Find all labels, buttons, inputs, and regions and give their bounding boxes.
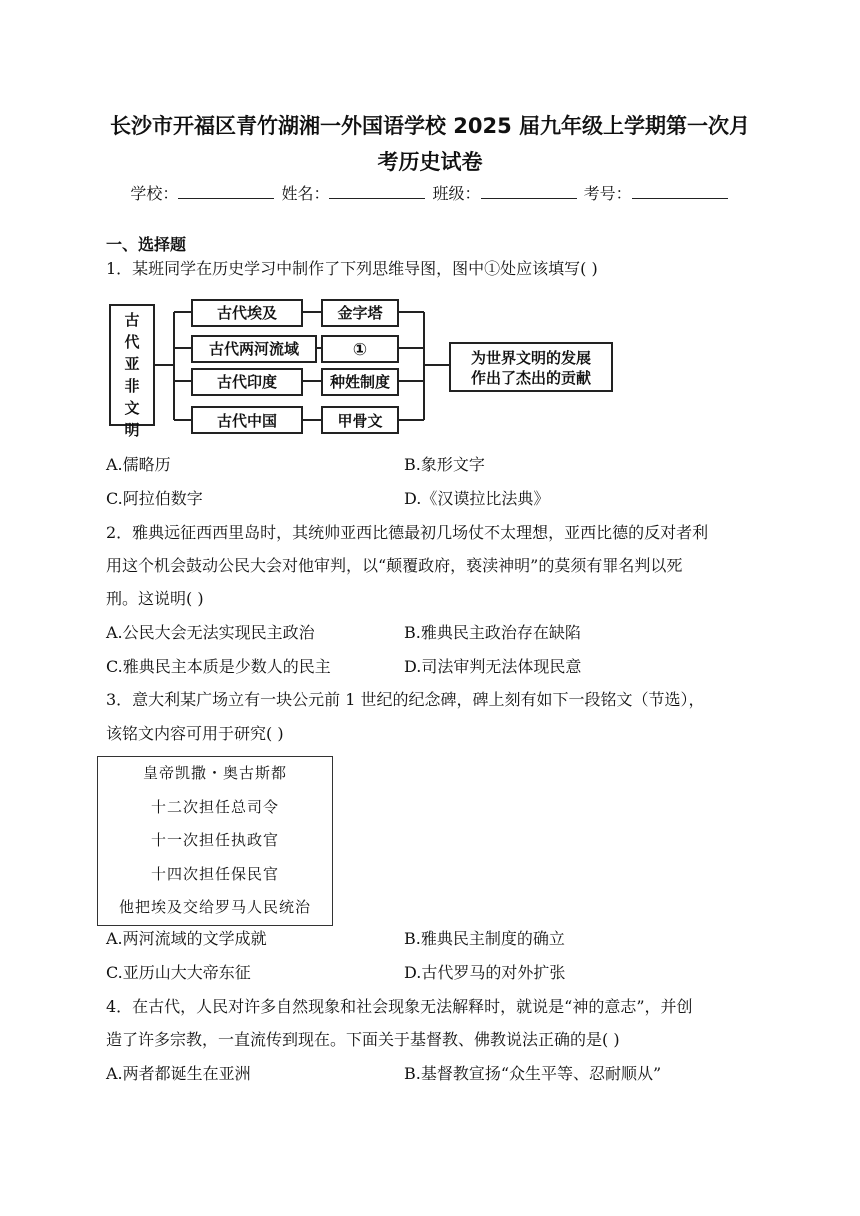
root-char-2: 代	[124, 333, 140, 351]
q2-option-a[interactable]: A.公民大会无法实现民主政治	[106, 623, 315, 642]
q3-option-c[interactable]: C.亚历山大大帝东征	[106, 963, 251, 982]
question-2-stem-1: 2．雅典远征西西里岛时，其统帅亚西比德最初几场仗不太理想，亚西比德的反对者利	[106, 523, 709, 542]
q4-option-a[interactable]: A.两者都诞生在亚洲	[106, 1064, 251, 1083]
inscription-line-2: 十二次担任总司令	[150, 797, 279, 816]
mind-map-ach-pyramid: 金字塔	[337, 304, 383, 322]
question-3-stem-1: 3．意大利某广场立有一块公元前 1 世纪的纪念碑，碑上刻有如下一段铭文（节选），	[106, 690, 705, 709]
q2-option-b[interactable]: B.雅典民主政治存在缺陷	[404, 623, 581, 642]
question-4-stem-1: 4．在古代，人民对许多自然现象和社会现象无法解释时，就说是“神的意志”，并创	[106, 997, 693, 1016]
mind-map-civ-india: 古代印度	[216, 373, 278, 391]
title-line-2: 考历史试卷	[377, 150, 483, 174]
q1-option-b[interactable]: B.象形文字	[404, 455, 485, 474]
name-blank[interactable]	[329, 182, 425, 199]
inscription-box	[97, 756, 333, 926]
q3-option-a[interactable]: A.两河流域的文学成就	[106, 929, 267, 948]
question-3-stem-2: 该铭文内容可用于研究( )	[106, 724, 284, 743]
page-title	[60, 108, 800, 180]
title-line-1: 长沙市开福区青竹湖湘一外国语学校 2025 届九年级上学期第一次月	[109, 114, 751, 138]
inscription-line-4: 十四次担任保民官	[150, 864, 279, 883]
mind-map-diagram	[106, 295, 616, 440]
root-char-5: 文	[124, 399, 140, 417]
q3-option-b[interactable]: B.雅典民主制度的确立	[404, 929, 565, 948]
root-char-4: 非	[124, 377, 140, 395]
inscription-line-5: 他把埃及交给罗马人民统治	[118, 898, 311, 916]
root-char-3: 亚	[124, 355, 140, 373]
mind-map-conclusion-1: 为世界文明的发展	[470, 349, 592, 367]
inscription-line-3: 十一次担任执政官	[150, 831, 279, 849]
q1-option-c[interactable]: C.阿拉伯数字	[106, 489, 203, 508]
class-blank[interactable]	[481, 182, 577, 199]
mind-map-civ-mesopotamia: 古代两河流域	[208, 340, 300, 358]
q2-option-c[interactable]: C.雅典民主本质是少数人的民主	[106, 657, 331, 676]
root-char-6: 明	[124, 421, 140, 439]
mind-map-conclusion-2: 作出了杰出的贡献	[470, 369, 592, 387]
question-1-stem: 1．某班同学在历史学习中制作了下列思维导图，图中①处应该填写( )	[106, 259, 598, 278]
exam-number-label: 考号：	[583, 184, 632, 203]
school-blank[interactable]	[178, 182, 274, 199]
name-label: 姓名：	[281, 184, 330, 203]
question-4-stem-2: 造了许多宗教，一直流传到现在。下面关于基督教、佛教说法正确的是( )	[106, 1030, 620, 1049]
q1-option-d[interactable]: D.《汉谟拉比法典》	[404, 489, 550, 508]
q4-option-b[interactable]: B.基督教宣扬“众生平等、忍耐顺从”	[404, 1064, 662, 1083]
mind-map-ach-blank: ①	[352, 340, 368, 360]
exam-number-blank[interactable]	[632, 182, 728, 199]
q3-option-d[interactable]: D.古代罗马的对外扩张	[404, 963, 566, 982]
question-2-stem-2: 用这个机会鼓动公民大会对他审判，以“颠覆政府，亵渎神明”的莫须有罪名判以死	[106, 556, 683, 575]
inscription-line-1: 皇帝凯撒・奥古斯都	[142, 764, 287, 782]
section-title: 一、选择题	[106, 235, 187, 254]
student-info-line	[60, 181, 800, 204]
question-2-stem-3: 刑。这说明( )	[106, 589, 204, 608]
school-label: 学校：	[130, 184, 179, 203]
mind-map-ach-oracle: 甲骨文	[337, 412, 383, 430]
mind-map-civ-egypt: 古代埃及	[216, 304, 278, 322]
mind-map-civ-china: 古代中国	[216, 412, 278, 430]
q1-option-a[interactable]: A.儒略历	[106, 455, 171, 474]
class-label: 班级：	[432, 184, 481, 203]
root-char-1: 古	[124, 311, 140, 329]
q2-option-d[interactable]: D.司法审判无法体现民意	[404, 657, 582, 676]
mind-map-ach-caste: 种姓制度	[329, 373, 391, 391]
